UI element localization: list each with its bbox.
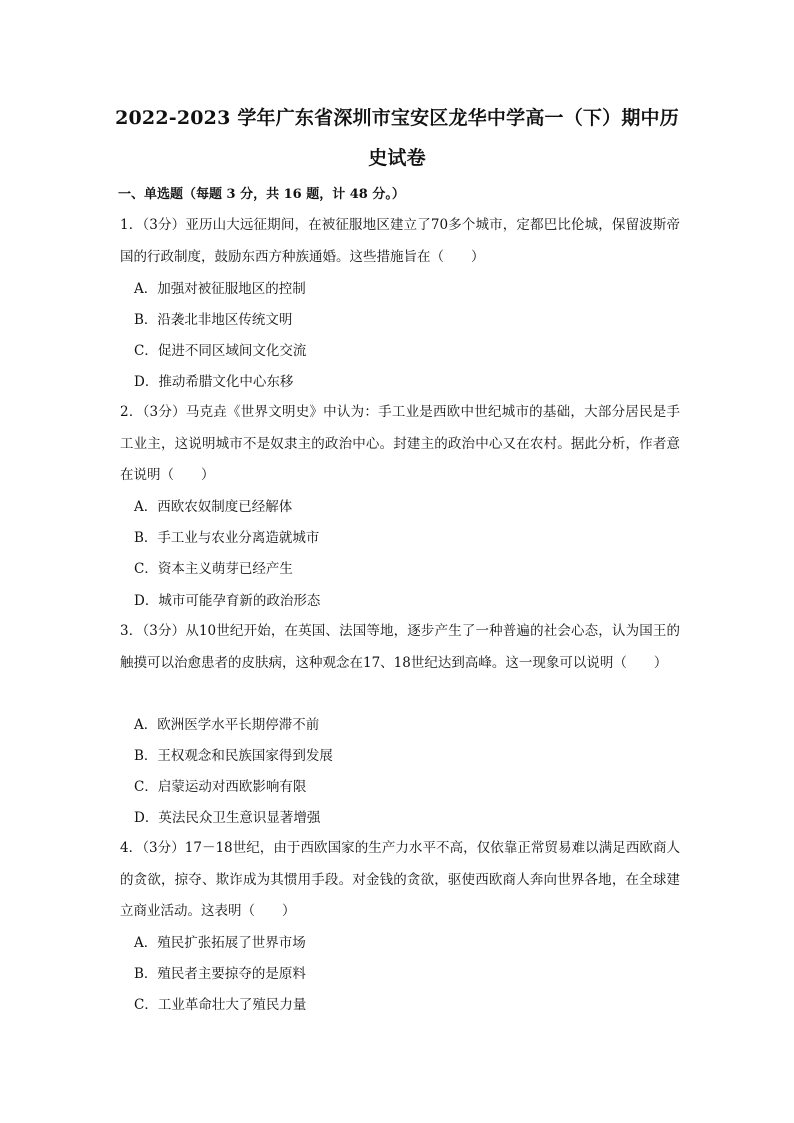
question-stem: 从10世纪开始，在英国、法国等地，逐步产生了一种普遍的社会心态，认为国王的触摸可以治愈患者的皮肤病，这种观念在17、18世纪达到高峰。这一现象可以说明（ ） (120, 623, 681, 671)
question-number: 3． (120, 623, 143, 639)
question-number: 4． (120, 840, 143, 856)
option-2d (134, 590, 320, 612)
question-stem: 马克垚《世界文明史》中认为：手工业是西欧中世纪城市的基础，大部分居民是手工业主，这说明城市不是奴隶主的政治中心。封建主的政治中心又在农村。据此分析，作者意在说明（ ） (120, 404, 681, 483)
option-letter: B． (134, 748, 158, 764)
option-1c (134, 340, 306, 362)
option-text: 工业革命壮大了殖民力量 (157, 997, 307, 1013)
option-text: 城市可能孕育新的政治形态 (158, 593, 321, 609)
option-text: 欧洲医学水平长期停滞不前 (157, 717, 320, 733)
option-letter: B． (134, 530, 158, 546)
option-1b (134, 309, 292, 331)
option-letter: C． (134, 997, 158, 1013)
option-3a (134, 714, 319, 736)
option-text: 促进不同区域间文化交流 (157, 343, 307, 359)
option-1a (134, 278, 306, 300)
option-text: 英法民众卫生意识显著增强 (158, 810, 321, 826)
option-4c (134, 994, 306, 1016)
option-text: 殖民扩张拓展了世界市场 (157, 935, 306, 951)
option-1d (134, 371, 293, 393)
option-2b (134, 527, 319, 549)
question-stem: 亚历山大远征期间，在被征服地区建立了70多个城市，定都巴比伦城，保留波斯帝国的行政制度，鼓励东西方种族通婚。这些措施旨在（ ） (120, 217, 681, 265)
option-text: 沿袭北非地区传统文明 (157, 312, 293, 328)
option-letter: C． (134, 561, 158, 577)
question-4 (120, 833, 680, 928)
option-letter: B． (134, 966, 158, 982)
question-3 (120, 616, 680, 679)
option-3d (134, 807, 320, 829)
option-text: 手工业与农业分离造就城市 (157, 530, 320, 546)
option-letter: D． (134, 374, 159, 390)
option-letter: B． (134, 312, 158, 328)
question-number: 1． (120, 217, 143, 233)
option-3c (134, 776, 306, 798)
option-4b (134, 963, 306, 985)
question-score: （3分） (142, 404, 186, 420)
section-heading: 一、单选题（每题 3 分，共 16 题，计 48 分。） (118, 187, 405, 202)
option-text: 殖民者主要掠夺的是原料 (157, 966, 306, 982)
option-letter: A． (134, 717, 158, 733)
option-letter: A． (134, 935, 158, 951)
option-letter: A． (134, 281, 158, 297)
question-stem: 17－18世纪，由于西欧国家的生产力水平不高，仅依靠正常贸易难以满足西欧商人的贪欲，掠夺、欺诈成为其惯用手段。对金钱的贪欲，驱使西欧商人奔向世界各地，在全球建立商业活动。这表明（ ） (120, 840, 681, 919)
option-text: 西欧农奴制度已经解体 (157, 499, 293, 515)
option-letter: A． (134, 499, 158, 515)
question-number: 2． (120, 404, 143, 420)
option-text: 资本主义萌芽已经产生 (157, 561, 293, 577)
option-2c (134, 558, 293, 580)
option-text: 加强对被征服地区的控制 (157, 281, 306, 297)
option-text: 王权观念和民族国家得到发展 (157, 748, 333, 764)
question-1 (120, 210, 680, 273)
option-text: 启蒙运动对西欧影响有限 (157, 779, 307, 795)
exam-title-line1: 2022-2023 学年广东省深圳市宝安区龙华中学高一（下）期中历 (115, 107, 679, 129)
question-score: （3分） (142, 623, 186, 639)
exam-title-line2: 史试卷 (368, 147, 426, 169)
option-3b (134, 745, 333, 767)
question-score: （3分） (142, 840, 185, 856)
option-letter: D． (134, 593, 159, 609)
question-score: （3分） (142, 217, 186, 233)
option-letter: C． (134, 343, 158, 359)
question-2 (120, 397, 680, 492)
option-letter: D． (134, 810, 159, 826)
option-text: 推动希腊文化中心东移 (158, 374, 294, 390)
option-letter: C． (134, 779, 158, 795)
option-2a (134, 496, 292, 518)
option-4a (134, 932, 306, 954)
